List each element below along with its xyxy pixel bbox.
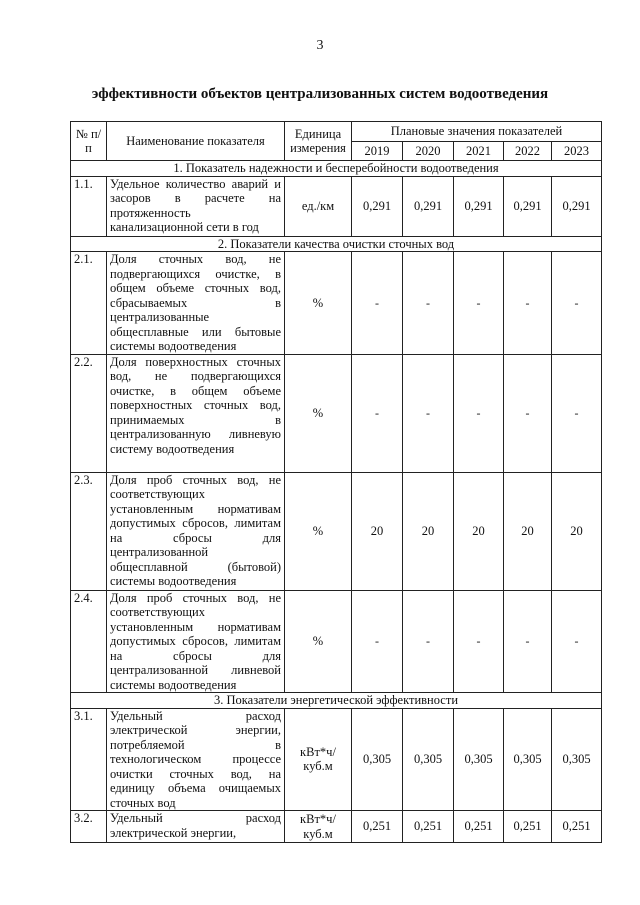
row-value: 0,251 bbox=[454, 811, 504, 843]
row-value: - bbox=[352, 590, 403, 693]
header-year: 2020 bbox=[403, 142, 454, 161]
row-value: - bbox=[403, 252, 454, 355]
row-value: 0,305 bbox=[504, 708, 552, 811]
table-row bbox=[71, 176, 602, 236]
row-value: - bbox=[504, 354, 552, 472]
row-value: 0,251 bbox=[552, 811, 602, 843]
row-unit: % bbox=[285, 354, 352, 472]
row-value: 0,305 bbox=[352, 708, 403, 811]
header-year: 2021 bbox=[454, 142, 504, 161]
row-value: - bbox=[352, 354, 403, 472]
page-number: 3 bbox=[316, 38, 324, 53]
row-value: - bbox=[454, 252, 504, 355]
row-name: Доля проб сточных вод, не соответствующих установленным нормативам допустимых сбросов, лимитам на сбросы для централизованной общесплавной (бытовой) системы водоотведения bbox=[107, 472, 285, 590]
row-value: - bbox=[552, 354, 602, 472]
row-value: 0,251 bbox=[403, 811, 454, 843]
section-title: 2. Показатели качества очистки сточных вод bbox=[71, 236, 602, 252]
row-num: 2.4. bbox=[71, 590, 107, 693]
table-row bbox=[71, 472, 602, 590]
section-row bbox=[71, 693, 602, 709]
page-heading: эффективности объектов централизованных систем водоотведения bbox=[91, 86, 549, 102]
row-value: - bbox=[352, 252, 403, 355]
table-row bbox=[71, 252, 602, 355]
row-num: 1.1. bbox=[71, 176, 107, 236]
row-value: - bbox=[454, 590, 504, 693]
row-unit: кВт*ч/ куб.м bbox=[285, 811, 352, 843]
row-value: 0,291 bbox=[504, 176, 552, 236]
header-num: № п/п bbox=[71, 122, 107, 161]
table-row bbox=[71, 590, 602, 693]
indicators-table bbox=[70, 121, 602, 843]
row-unit: ед./км bbox=[285, 176, 352, 236]
row-value: 20 bbox=[454, 472, 504, 590]
row-num: 2.2. bbox=[71, 354, 107, 472]
row-name: Доля сточных вод, не подвергающихся очистке, в общем объеме сточных вод, сбрасываемых в централизованные общесплавные или бытовые системы водоотведения bbox=[107, 252, 285, 355]
header-year: 2022 bbox=[504, 142, 552, 161]
row-name: Доля проб сточных вод, не соответствующих установленным нормативам допустимых сбросов, лимитам на сбросы для централизованной ливневой системы водоотведения bbox=[107, 590, 285, 693]
row-value: 20 bbox=[352, 472, 403, 590]
header-planned: Плановые значения показателей bbox=[352, 122, 602, 142]
header-unit: Единица измерения bbox=[285, 122, 352, 161]
row-value: 0,291 bbox=[403, 176, 454, 236]
row-value: 0,251 bbox=[504, 811, 552, 843]
row-num: 3.2. bbox=[71, 811, 107, 843]
row-value: 20 bbox=[504, 472, 552, 590]
header-name: Наименование показателя bbox=[107, 122, 285, 161]
row-num: 2.1. bbox=[71, 252, 107, 355]
row-num: 3.1. bbox=[71, 708, 107, 811]
row-value: - bbox=[552, 252, 602, 355]
row-value: - bbox=[454, 354, 504, 472]
section-row bbox=[71, 161, 602, 177]
row-value: 0,291 bbox=[552, 176, 602, 236]
row-name: Доля поверхностных сточных вод, не подвергающихся очистке, в общем объеме поверхностных сточных вод, принимаемых в централизованную ливневую систему водоотведения bbox=[107, 354, 285, 472]
header-row-top bbox=[71, 122, 602, 142]
row-value: - bbox=[504, 252, 552, 355]
row-value: 0,305 bbox=[454, 708, 504, 811]
row-value: 0,305 bbox=[403, 708, 454, 811]
row-value: - bbox=[403, 590, 454, 693]
table-row bbox=[71, 708, 602, 811]
section-row bbox=[71, 236, 602, 252]
row-name: Удельный расход электрической энергии, bbox=[107, 811, 285, 843]
row-unit: % bbox=[285, 252, 352, 355]
header-year: 2023 bbox=[552, 142, 602, 161]
header-year: 2019 bbox=[352, 142, 403, 161]
row-value: - bbox=[504, 590, 552, 693]
row-value: 0,251 bbox=[352, 811, 403, 843]
row-name: Удельный расход электрической энергии, потребляемой в технологическом процессе очистки сточных вод, на единицу объема очищаемых сточных вод bbox=[107, 708, 285, 811]
row-value: 0,291 bbox=[454, 176, 504, 236]
row-value: - bbox=[552, 590, 602, 693]
table-row bbox=[71, 354, 602, 472]
row-value: 0,291 bbox=[352, 176, 403, 236]
row-value: - bbox=[403, 354, 454, 472]
section-title: 3. Показатели энергетической эффективности bbox=[71, 693, 602, 709]
row-value: 0,305 bbox=[552, 708, 602, 811]
row-unit: кВт*ч/ куб.м bbox=[285, 708, 352, 811]
row-name: Удельное количество аварий и засоров в расчете на протяженность канализационной сети в год bbox=[107, 176, 285, 236]
row-unit: % bbox=[285, 472, 352, 590]
row-unit: % bbox=[285, 590, 352, 693]
row-value: 20 bbox=[552, 472, 602, 590]
table-row bbox=[71, 811, 602, 843]
section-title: 1. Показатель надежности и бесперебойности водоотведения bbox=[71, 161, 602, 177]
row-value: 20 bbox=[403, 472, 454, 590]
row-num: 2.3. bbox=[71, 472, 107, 590]
